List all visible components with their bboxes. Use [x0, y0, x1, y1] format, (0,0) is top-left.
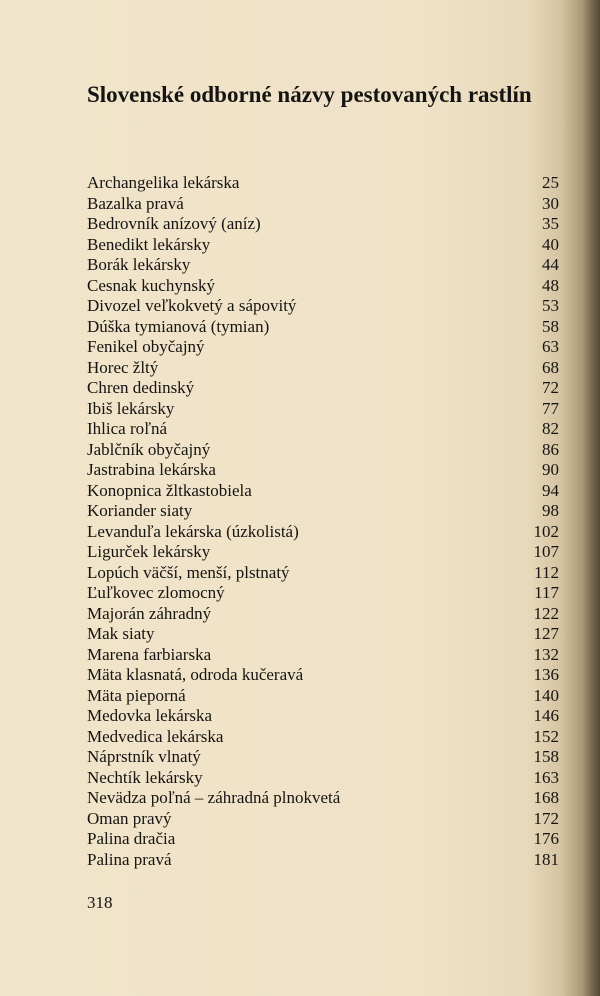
- entry-page: 122: [533, 603, 559, 623]
- entry-name: Cesnak kuchynský: [87, 275, 215, 295]
- entry-page: 102: [533, 521, 559, 541]
- index-entry: [87, 317, 559, 338]
- index-entry: [87, 399, 559, 420]
- entry-name: Dúška tymianová (tymian): [87, 316, 270, 336]
- entry-page: 77: [542, 398, 559, 418]
- entry-page: 98: [542, 501, 559, 520]
- index-entry: [87, 235, 559, 256]
- entry-page: 107: [533, 542, 559, 561]
- entry-name: Ľuľkovec zlomocný: [87, 583, 225, 602]
- entry-page: 176: [533, 829, 559, 848]
- index-entry: [87, 768, 559, 789]
- index-entry: [87, 214, 559, 235]
- page-edge-shadow: [562, 0, 600, 996]
- entry-name: Fenikel obyčajný: [87, 337, 205, 356]
- entry-name: Medovka lekárska: [87, 706, 213, 725]
- index-entry: [87, 686, 559, 707]
- index-entry: [87, 788, 559, 809]
- entry-name: Bedrovník anízový (aníz): [87, 214, 261, 233]
- entry-name: Bazalka pravá: [87, 193, 184, 213]
- entry-page: 132: [533, 644, 559, 664]
- entry-page: 48: [542, 275, 559, 295]
- entry-page: 117: [534, 583, 559, 602]
- page-number: 318: [87, 893, 113, 912]
- entry-page: 127: [533, 624, 559, 643]
- entry-name: Jastrabina lekárska: [87, 460, 216, 479]
- entry-page: 25: [542, 173, 559, 192]
- entry-page: 112: [534, 562, 559, 582]
- entry-page: 181: [533, 849, 559, 869]
- index-entry: [87, 419, 559, 440]
- entry-page: 82: [542, 419, 559, 438]
- entry-name: Chren dedinský: [87, 378, 195, 397]
- index-entry: [87, 542, 559, 563]
- index-entry: [87, 378, 559, 399]
- entry-name: Borák lekársky: [87, 255, 191, 274]
- entry-page: 72: [542, 378, 559, 397]
- entry-page: 44: [542, 255, 559, 274]
- entry-name: Ihlica roľná: [87, 419, 168, 438]
- entry-name: Lopúch väčší, menší, plstnatý: [87, 562, 290, 582]
- index-entry: [87, 173, 559, 194]
- index-entry: [87, 829, 559, 850]
- entry-page: 152: [533, 726, 559, 746]
- entry-page: 63: [542, 337, 559, 356]
- entry-page: 168: [533, 788, 559, 807]
- entry-page: 140: [533, 685, 559, 705]
- entry-page: 94: [542, 480, 559, 500]
- entry-name: Palina dračia: [87, 829, 176, 848]
- entry-name: Nechtík lekársky: [87, 767, 203, 787]
- entry-page: 86: [542, 439, 559, 459]
- entry-name: Majorán záhradný: [87, 603, 212, 623]
- entry-name: Archangelika lekárska: [87, 173, 240, 192]
- entry-name: Medvedica lekárska: [87, 726, 224, 746]
- index-entry: [87, 337, 559, 358]
- index-entry: [87, 194, 559, 215]
- entry-name: Levanduľa lekárska (úzkolistá): [87, 521, 299, 541]
- entry-name: Benedikt lekársky: [87, 234, 211, 254]
- index-entry: [87, 850, 559, 871]
- entry-page: 40: [542, 234, 559, 254]
- index-entry: [87, 727, 559, 748]
- entry-name: Oman pravý: [87, 808, 172, 828]
- index-entry: [87, 604, 559, 625]
- index-entry: [87, 522, 559, 543]
- entry-page: 58: [542, 316, 559, 336]
- index-entry: [87, 358, 559, 379]
- entry-name: Mäta klasnatá, odroda kučeravá: [87, 665, 304, 684]
- entry-name: Palina pravá: [87, 849, 172, 869]
- entry-page: 158: [533, 747, 559, 766]
- entry-name: Divozel veľkokvetý a sápovitý: [87, 296, 297, 315]
- index-entry: [87, 624, 559, 645]
- entry-page: 146: [533, 706, 559, 725]
- entry-name: Ligurček lekársky: [87, 542, 211, 561]
- index-entry: [87, 255, 559, 276]
- entry-name: Náprstník vlnatý: [87, 747, 201, 766]
- entry-page: 68: [542, 357, 559, 377]
- index-entry: [87, 706, 559, 727]
- entry-name: Koriander siaty: [87, 501, 193, 520]
- entry-page: 53: [542, 296, 559, 315]
- index-entry: [87, 460, 559, 481]
- index-entry: [87, 481, 559, 502]
- entry-name: Ibiš lekársky: [87, 398, 175, 418]
- entry-name: Jablčník obyčajný: [87, 439, 211, 459]
- entry-name: Mak siaty: [87, 624, 155, 643]
- entry-name: Marena farbiarska: [87, 644, 212, 664]
- index-entry: [87, 501, 559, 522]
- entry-page: 30: [542, 193, 559, 213]
- entry-name: Konopnica žltkastobiela: [87, 480, 252, 500]
- index-entry: [87, 583, 559, 604]
- entry-page: 35: [542, 214, 559, 233]
- index-entry: [87, 440, 559, 461]
- index-entry: [87, 276, 559, 297]
- entry-name: Nevädza poľná – záhradná plnokvetá: [87, 788, 341, 807]
- index-entry: [87, 296, 559, 317]
- index-list: [87, 173, 559, 870]
- index-entry: [87, 747, 559, 768]
- entry-name: Horec žltý: [87, 357, 159, 377]
- index-entry: [87, 563, 559, 584]
- entry-page: 136: [533, 665, 559, 684]
- entry-page: 163: [533, 767, 559, 787]
- entry-page: 90: [542, 460, 559, 479]
- index-entry: [87, 809, 559, 830]
- entry-page: 172: [533, 808, 559, 828]
- entry-name: Mäta pieporná: [87, 685, 186, 705]
- index-entry: [87, 645, 559, 666]
- section-title: Slovenské odborné názvy pestovaných rastlín: [87, 82, 532, 107]
- index-entry: [87, 665, 559, 686]
